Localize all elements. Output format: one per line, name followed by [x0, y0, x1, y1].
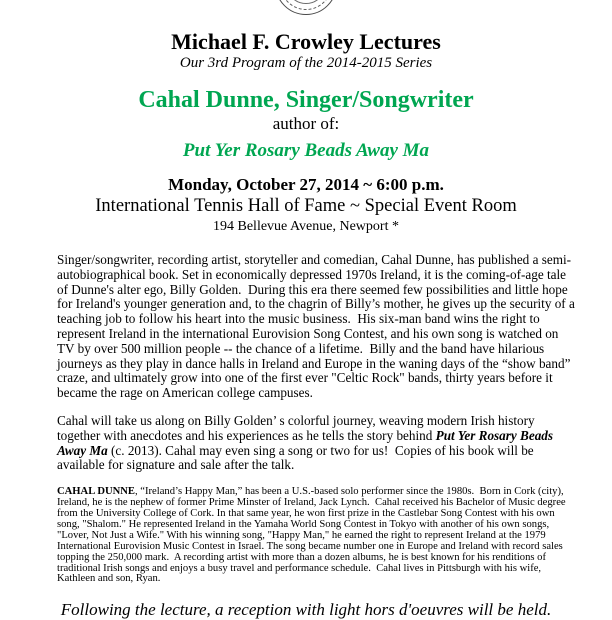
lecture-series-subtitle: Our 3rd Program of the 2014-2015 Series	[179, 55, 433, 71]
author-of-label: author of:	[272, 114, 340, 133]
book-title: Put Yer Rosary Beads Away Ma	[182, 140, 430, 161]
bio-paragraph	[57, 487, 578, 585]
event-datetime: Monday, October 27, 2014 ~ 6:00 p.m.	[168, 175, 444, 194]
body-text-block	[57, 253, 578, 585]
talk-paragraph-text-pre: Cahal will take us along on Billy Golden’ s colorful journey, weaving modern Irish history together with anecdotes and his experiences as he tells the story behind	[57, 412, 538, 443]
event-address: 194 Bellevue Avenue, Newport *	[213, 219, 399, 234]
talk-paragraph-text-post: (c. 2013). Cahal may even sing a song or two for us! Copies of his book will be available for signature and sale after the talk.	[57, 442, 537, 473]
lecture-series-title: Michael F. Crowley Lectures	[171, 29, 441, 54]
reception-note: Following the lecture, a reception with light hors d'oeuvres will be held.	[60, 600, 552, 620]
talk-paragraph	[57, 414, 578, 473]
speaker-heading: Cahal Dunne, Singer/Songwriter	[138, 87, 474, 113]
bio-text: , “Ireland’s Happy Man,” has been a U.S.-based solo performer since the 1980s. Born in Cork (city), Ireland, he is the nephew of former Prime Minster of Ireland, Jack Lynch. Cahal received his Bachelor of Music degree from the University College of Cork. In that same year, he won first prize in the Castlebar Song Contest with his own song, "Shalom." He represented Ireland in the Yamaha World Song Contest in Tokyo with another of his own songs, "Lover, Not Just a Wife." With his winning song, "Happy Man," he earned the right to represent Ireland at the 1979 International Eurovision Music Contest in Israel. The song became number one in Europe and Ireland with record sales topping the 250,000 mark. A recording artist with more than a dozen albums, he is best known for his renditions of traditional Irish songs and enjoys a busy travel and performance schedule. Cahal lives in Pittsburgh with his wife, Kathleen and son, Ryan.	[57, 486, 569, 585]
event-venue: International Tennis Hall of Fame ~ Special Event Room	[95, 196, 517, 216]
book-title-inline: Put Yer Rosary Beads Away Ma	[57, 427, 556, 458]
intro-paragraph: Singer/songwriter, recording artist, storyteller and comedian, Cahal Dunne, has published a semi-autobiographical book. Set in economically depressed 1970s Ireland, it is the coming-of-age tale of Dunne's alter ego, Billy Golden. During this era there seemed few possibilities and little hope for Ireland's younger generation and, to the chagrin of Billy’s mother, he gives up the security of a teaching job to follow his heart into the music business. His six-man band wins the right to represent Ireland in the international Eurovision Song Contest, and his own song is watched on TV by over 500 million people -- the chance of a lifetime. Billy and the band have hilarious journeys as they play in dance halls in Ireland and Europe in the waning days of the “show band” craze, and ultimately grow into one of the first ever "Celtic Rock" bands, thirty years before it became the rage on American college campuses.	[57, 252, 579, 401]
bio-speaker-name: CAHAL DUNNE	[57, 486, 135, 498]
